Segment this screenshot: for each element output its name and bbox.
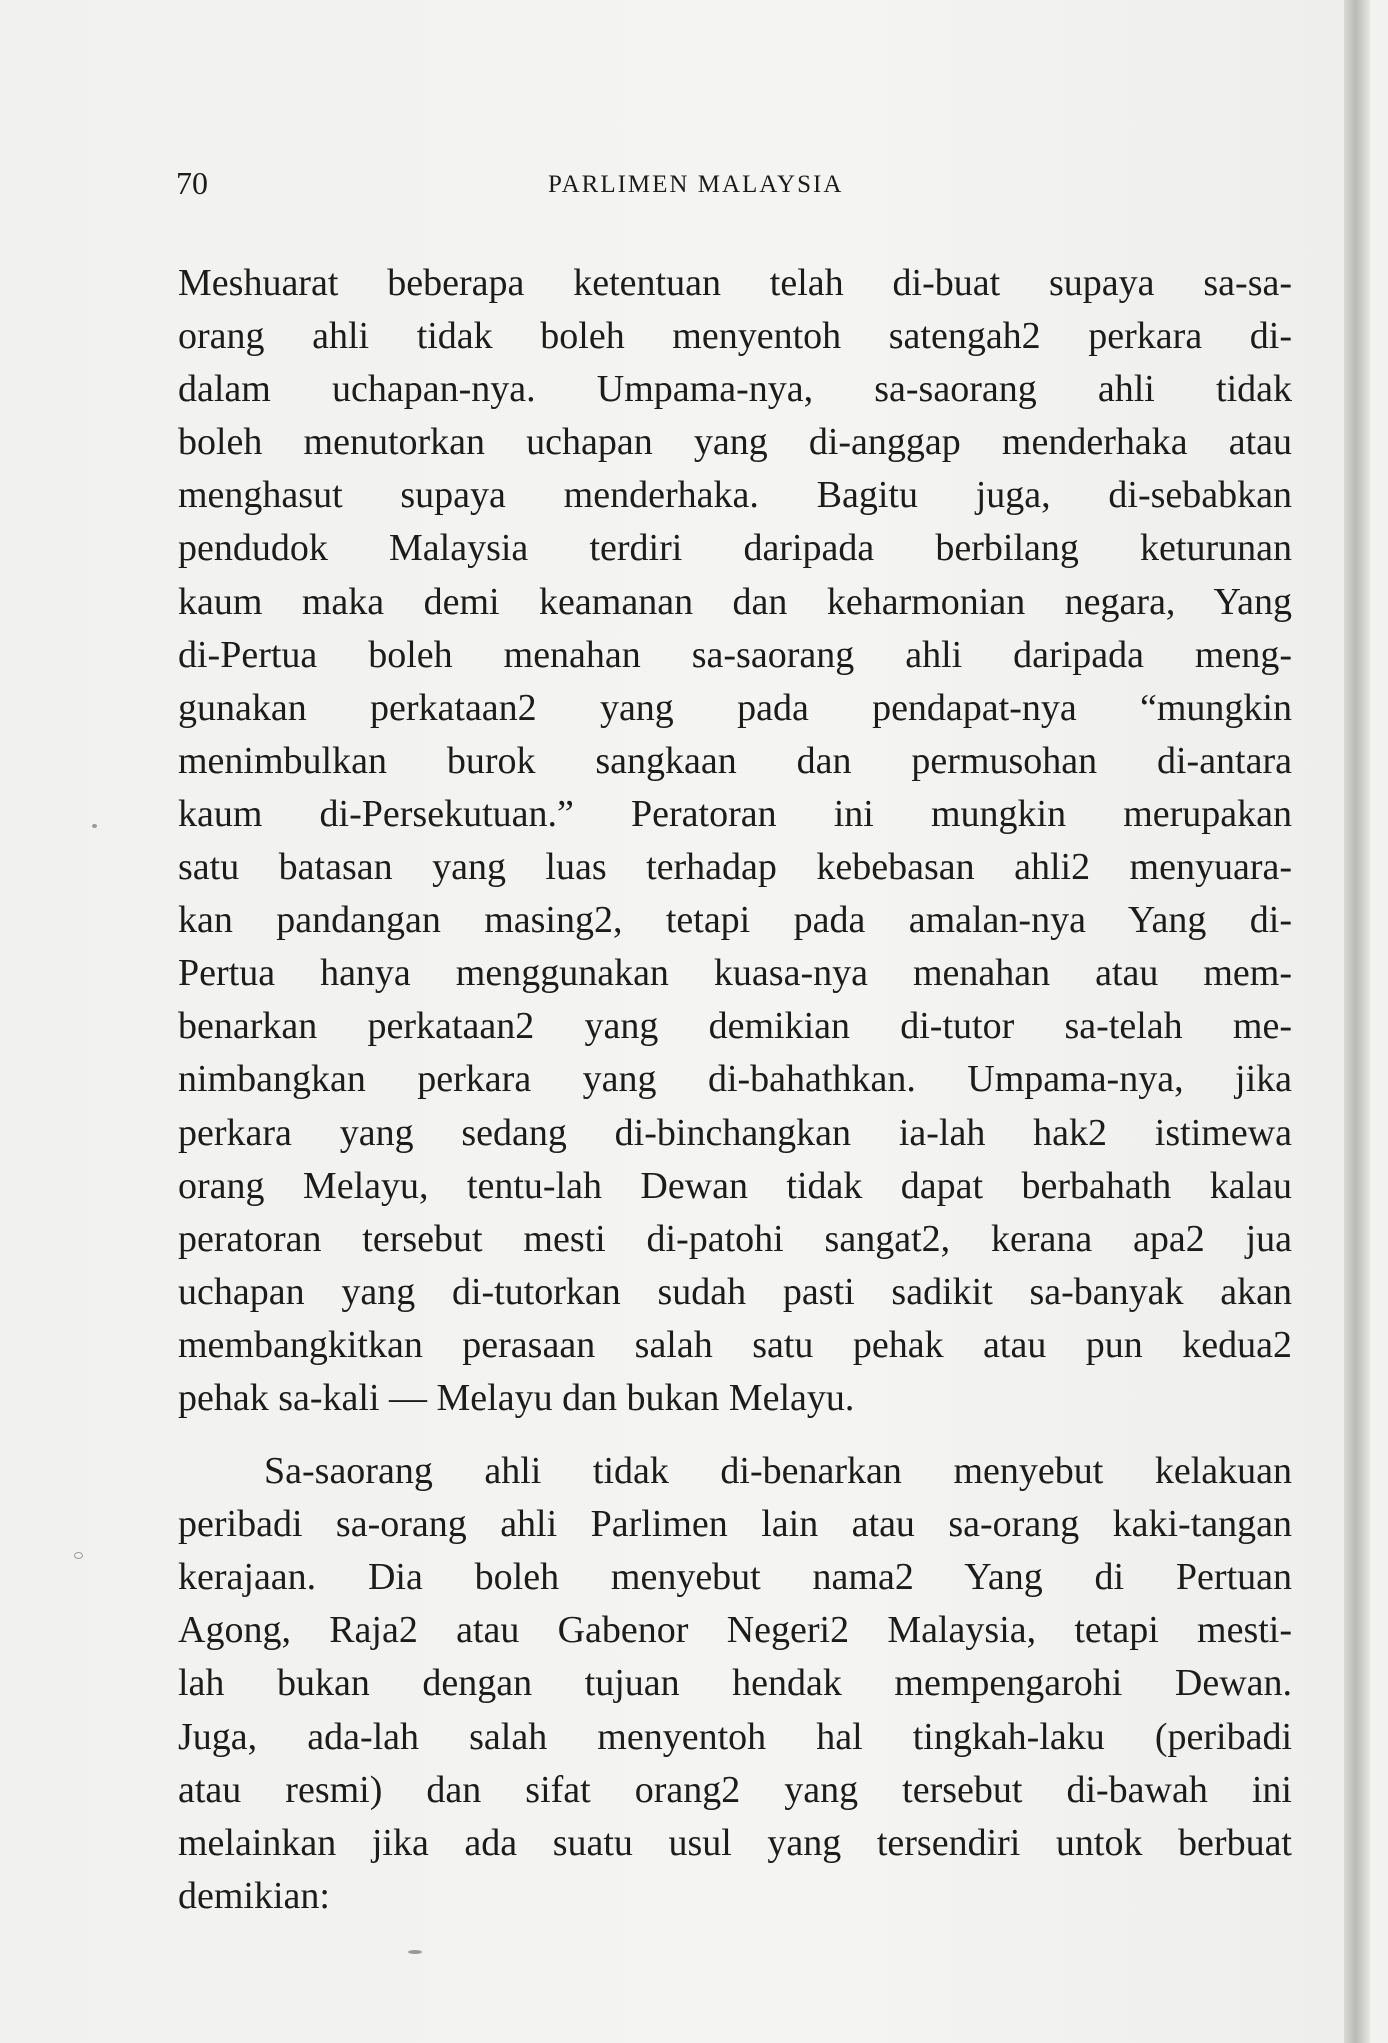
text-line: Sa-saorang ahli tidak di-benarkan menyebut kelakuan xyxy=(264,1450,1292,1493)
text-line: peribadi sa-orang ahli Parlimen lain atau sa-orang kaki-tangan xyxy=(178,1503,1292,1546)
text-line: perkara yang sedang di-binchangkan ia-lah hak2 istimewa xyxy=(178,1111,1292,1154)
text-line: atau resmi) dan sifat orang2 yang tersebut di-bawah ini xyxy=(178,1768,1292,1811)
text-line: kerajaan. Dia boleh menyebut nama2 Yang di Pertuan xyxy=(178,1556,1292,1599)
paragraph-1 xyxy=(178,257,1292,1425)
paragraph-2 xyxy=(178,1445,1292,1923)
text-line: Agong, Raja2 atau Gabenor Negeri2 Malaysia, tetapi mesti- xyxy=(178,1609,1292,1652)
text-line: dalam uchapan-nya. Umpama-nya, sa-saorang ahli tidak xyxy=(178,368,1292,411)
text-line: Meshuarat beberapa ketentuan telah di-buat supaya sa-sa- xyxy=(178,262,1292,304)
text-line: Pertua hanya menggunakan kuasa-nya menahan atau mem- xyxy=(178,952,1292,995)
text-line: di-Pertua boleh menahan sa-saorang ahli daripada meng- xyxy=(178,633,1292,676)
text-line: uchapan yang di-tutorkan sudah pasti sadikit sa-banyak akan xyxy=(178,1270,1292,1313)
page-edge xyxy=(1344,0,1370,2043)
text-line: Juga, ada-lah salah menyentoh hal tingkah-laku (peribadi xyxy=(178,1715,1292,1758)
text-line: satu batasan yang luas terhadap kebebasan ahli2 menyuara- xyxy=(178,846,1292,889)
text-line: pehak sa-kali — Melayu dan bukan Melayu. xyxy=(178,1376,855,1419)
text-line: benarkan perkataan2 yang demikian di-tutor sa-telah me- xyxy=(178,1005,1292,1048)
text-line: boleh menutorkan uchapan yang di-anggap menderhaka atau xyxy=(178,421,1292,464)
page-number: 70 xyxy=(176,165,208,201)
text-line: membangkitkan perasaan salah satu pehak atau pun kedua2 xyxy=(178,1323,1292,1366)
margin-speck xyxy=(92,824,97,828)
text-line: melainkan jika ada suatu usul yang tersendiri untok berbuat xyxy=(178,1821,1292,1864)
text-line: orang ahli tidak boleh menyentoh satengah2 perkara di- xyxy=(178,315,1292,358)
running-header xyxy=(176,163,1286,203)
text-line: demikian: xyxy=(178,1874,330,1917)
body-text xyxy=(178,257,1292,1923)
text-line: kaum di-Persekutuan.” Peratoran ini mungkin merupakan xyxy=(178,792,1292,835)
text-line: nimbangkan perkara yang di-bahathkan. Umpama-nya, jika xyxy=(178,1058,1292,1101)
text-line: peratoran tersebut mesti di-patohi sangat2, kerana apa2 jua xyxy=(178,1217,1292,1260)
text-line: kan pandangan masing2, tetapi pada amalan-nya Yang di- xyxy=(178,899,1292,942)
text-line: menghasut supaya menderhaka. Bagitu juga, di-sebabkan xyxy=(178,474,1292,517)
text-line: pendudok Malaysia terdiri daripada berbilang keturunan xyxy=(178,527,1292,570)
running-title: PARLIMEN MALAYSIA xyxy=(548,171,844,198)
margin-speck xyxy=(74,1552,83,1559)
text-line: kaum maka demi keamanan dan keharmonian negara, Yang xyxy=(178,580,1292,623)
text-line: orang Melayu, tentu-lah Dewan tidak dapat berbahath kalau xyxy=(178,1164,1292,1207)
text-line: lah bukan dengan tujuan hendak mempengarohi Dewan. xyxy=(178,1662,1292,1705)
text-line: gunakan perkataan2 yang pada pendapat-nya “mungkin xyxy=(178,686,1292,729)
margin-speck xyxy=(408,1950,422,1954)
text-line: menimbulkan burok sangkaan dan permusohan di-antara xyxy=(178,739,1292,782)
